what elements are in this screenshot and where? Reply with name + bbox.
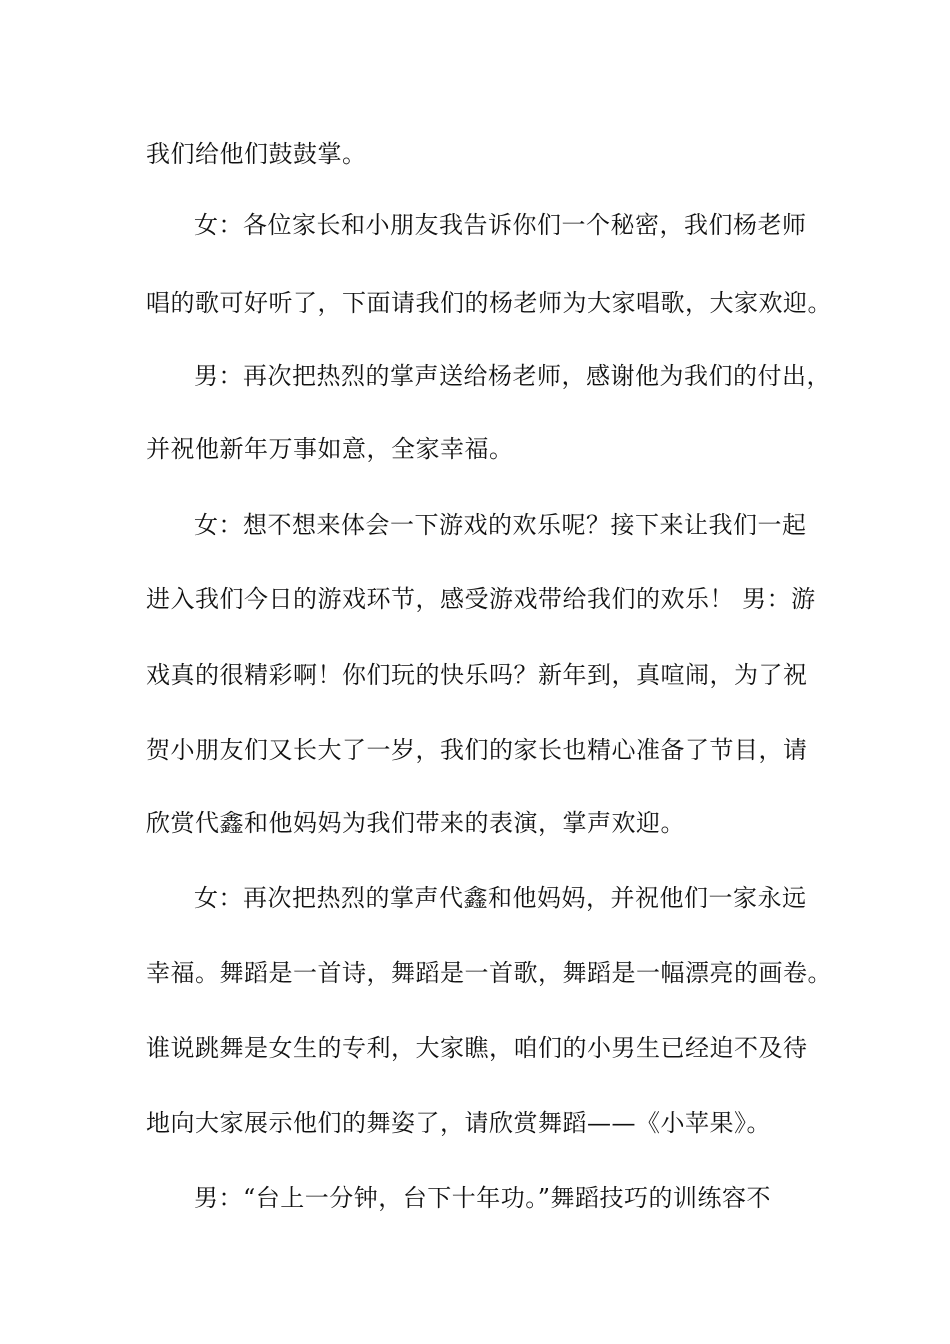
text-line: 戏真的很精彩啊！你们玩的快乐吗？新年到，真喧闹，为了祝 — [146, 661, 808, 689]
text-line: 男：再次把热烈的掌声送给杨老师，感谢他为我们的付出， — [194, 362, 831, 390]
text-line: 男：“台上一分钟，台下十年功。”舞蹈技巧的训练容不 — [194, 1184, 772, 1212]
text-line: 唱的歌可好听了，下面请我们的杨老师为大家唱歌，大家欢迎。 — [146, 289, 832, 317]
text-line: 女：再次把热烈的掌声代鑫和他妈妈，并祝他们一家永远 — [194, 884, 807, 912]
text-line: 贺小朋友们又长大了一岁，我们的家长也精心准备了节目，请 — [146, 736, 808, 764]
text-line: 谁说跳舞是女生的专利，大家瞧，咱们的小男生已经迫不及待 — [146, 1034, 808, 1062]
text-line: 地向大家展示他们的舞姿了，请欣赏舞蹈——《小苹果》。 — [146, 1109, 771, 1137]
text-line: 女：各位家长和小朋友我告诉你们一个秘密，我们杨老师 — [194, 211, 807, 239]
text-line: 我们给他们鼓鼓掌。 — [146, 140, 367, 168]
text-line: 进入我们今日的游戏环节，感受游戏带给我们的欢乐！ 男：游 — [146, 585, 816, 613]
text-line: 女：想不想来体会一下游戏的欢乐呢？接下来让我们一起 — [194, 511, 807, 539]
text-line: 欣赏代鑫和他妈妈为我们带来的表演，掌声欢迎。 — [146, 809, 685, 837]
text-line: 幸福。舞蹈是一首诗，舞蹈是一首歌，舞蹈是一幅漂亮的画卷。 — [146, 959, 832, 987]
text-line: 并祝他新年万事如意，全家幸福。 — [146, 435, 514, 463]
